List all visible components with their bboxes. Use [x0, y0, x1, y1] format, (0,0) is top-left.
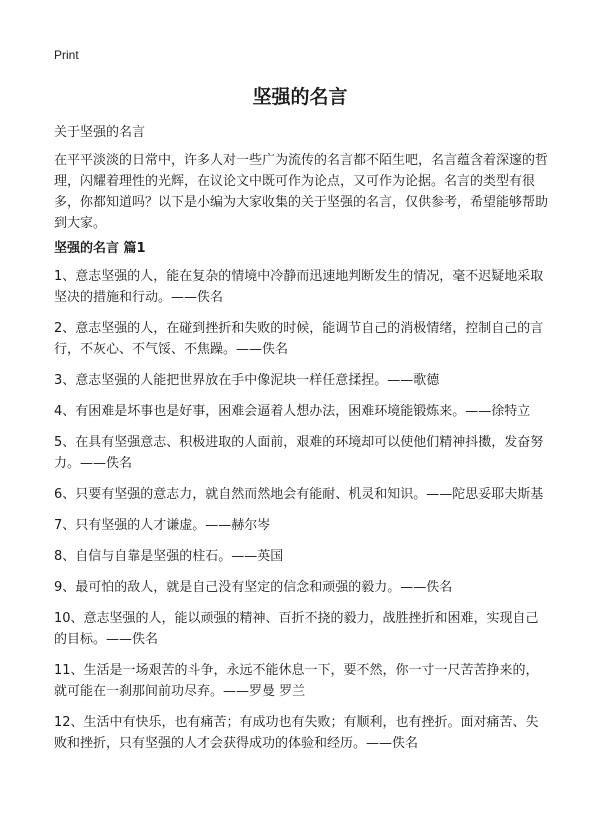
print-link[interactable]: Print	[54, 48, 79, 62]
quote-item: 11、生活是一场艰苦的斗争，永远不能休息一下，要不然，你一寸一尺苦苦挣来的，就可能在一刹那间前功尽弃。——罗曼 罗兰	[54, 663, 539, 699]
intro-paragraph: 在平平淡淡的日常中，许多人对一些广为流传的名言都不陌生吧，名言蕴含着深邃的哲理，闪耀着理性的光辉，在议论文中既可作为论点，又可作为论据。名言的类型有很多，你都知道吗？以下是小编为大家收集的关于坚强的名言，仅供参考，希望能够帮助到大家。	[54, 153, 549, 231]
document-subtitle: 关于坚强的名言	[54, 125, 146, 140]
quote-item: 2、意志坚强的人，在碰到挫折和失败的时候，能调节自己的消极情绪，控制自己的言行，不灰心、不气馁、不焦躁。——佚名	[54, 321, 544, 357]
quote-item: 5、在具有坚强意志、积极进取的人面前，艰难的环境却可以使他们精神抖擞，发奋努力。——佚名	[54, 435, 544, 471]
quote-item: 12、生活中有快乐，也有痛苦；有成功也有失败；有顺利，也有挫折。面对痛苦、失败和挫折，只有坚强的人才会获得成功的体验和经历。——佚名	[54, 715, 539, 751]
quote-item: 7、只有坚强的人才谦虚。——赫尔岑	[54, 518, 271, 533]
quote-item: 6、只要有坚强的意志力，就自然而然地会有能耐、机灵和知识。——陀思妥耶夫斯基	[54, 487, 544, 502]
quote-item: 1、意志坚强的人，能在复杂的情境中冷静而迅速地判断发生的情况，毫不迟疑地采取坚决的措施和行动。——佚名	[54, 269, 544, 305]
quote-item: 8、自信与自靠是坚强的柱石。——英国	[54, 549, 284, 564]
quote-item: 9、最可怕的敌人，就是自己没有坚定的信念和顽强的毅力。——佚名	[54, 580, 453, 595]
quote-item: 3、意志坚强的人能把世界放在手中像泥块一样任意揉捏。——歌德	[54, 373, 440, 388]
quote-list	[54, 266, 550, 764]
section-heading: 坚强的名言 篇1	[54, 241, 146, 256]
quote-item: 10、意志坚强的人，能以顽强的精神、百折不挠的毅力，战胜挫折和困难，实现自己的目标。——佚名	[54, 611, 539, 647]
quote-item: 4、有困难是坏事也是好事，困难会逼着人想办法，困难环境能锻炼来。——徐特立	[54, 404, 531, 419]
page-title: 坚强的名言	[252, 86, 348, 108]
